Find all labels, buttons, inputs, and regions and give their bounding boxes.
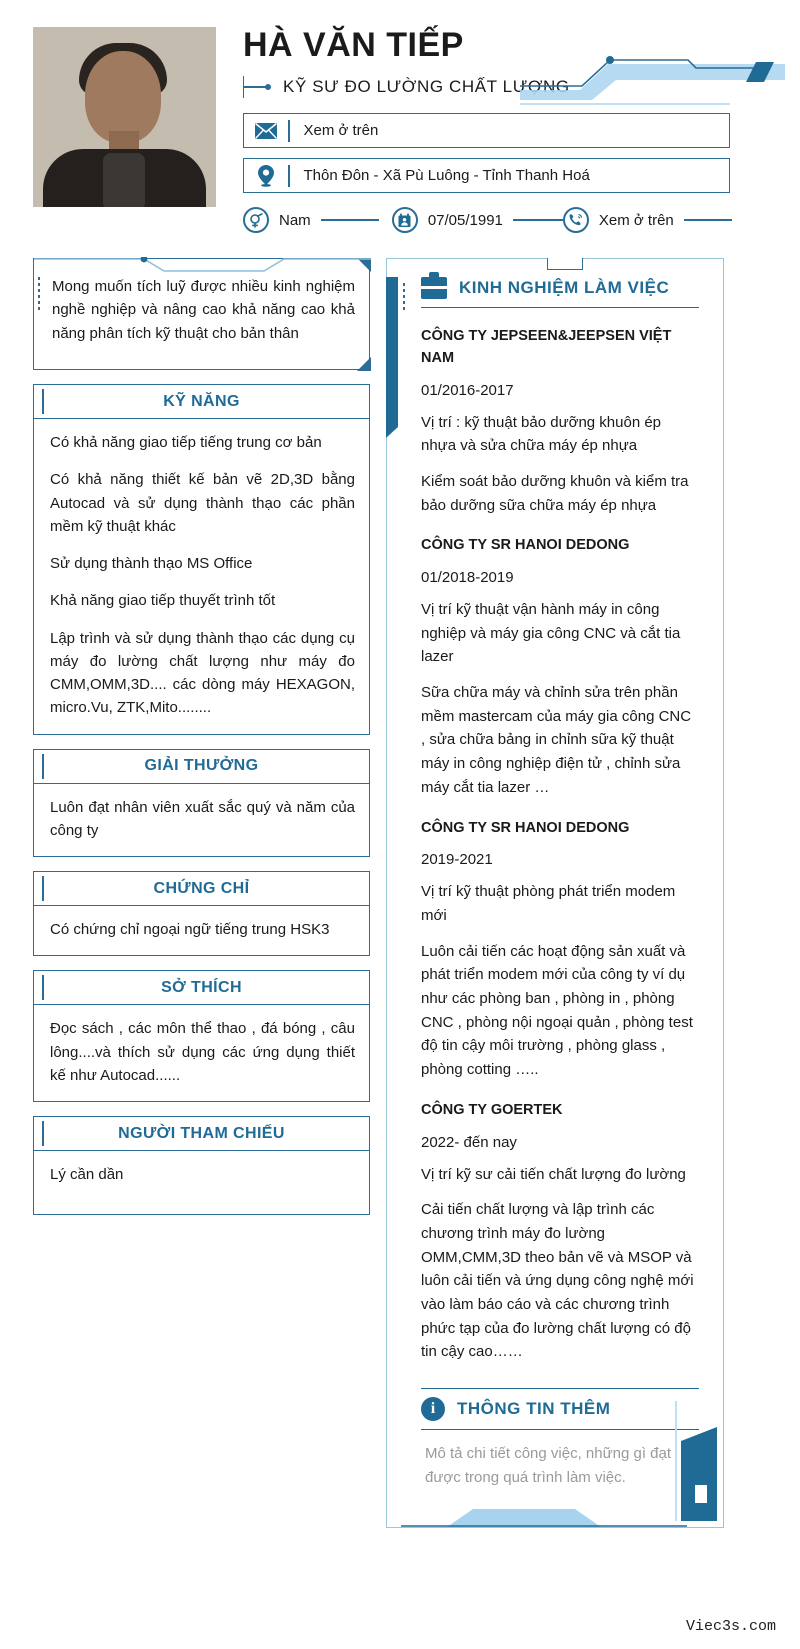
notch-decoration — [34, 257, 369, 271]
left-column — [33, 258, 370, 1215]
section-certificates — [33, 871, 370, 956]
section-hobbies-header — [34, 971, 369, 1005]
job-title: KỸ SƯ ĐO LƯỜNG CHẤT LƯỢNG — [283, 77, 570, 96]
list-item: Đọc sách , các môn thể thao , đá bóng , câu lông....và thích sử dụng các ứng dụng thiết kế như Autocad...... — [50, 1020, 355, 1084]
experience-item — [421, 1100, 699, 1364]
contact-email[interactable] — [243, 113, 730, 148]
avatar — [33, 27, 216, 207]
gender-icon — [243, 207, 269, 233]
list-item: Có chứng chỉ ngoại ngữ tiếng trung HSK3 — [50, 921, 330, 938]
contact-address[interactable] — [243, 158, 730, 193]
company-name: CÔNG TY GOERTEK — [421, 1101, 563, 1118]
list-item: Lý cần dần — [50, 1166, 124, 1183]
page-title: HÀ VĂN TIẾP — [243, 26, 464, 64]
additional-info-heading-row — [421, 1388, 699, 1430]
section-references — [33, 1116, 370, 1215]
section-additional-info — [421, 1388, 699, 1490]
section-references-body — [34, 1151, 369, 1214]
experience-frame — [386, 258, 724, 1528]
additional-info-heading: THÔNG TIN THÊM — [457, 1399, 611, 1418]
job-detail: Kiểm soát bảo dưỡng khuôn và kiểm tra bảo dưỡng sữa chữa máy ép nhựa — [421, 472, 689, 514]
contact-email-value: Xem ở trên — [303, 122, 379, 139]
job-detail: Vị trí kỹ thuật phòng phát triển modem mới — [421, 883, 676, 924]
section-awards-title: GIẢI THƯỞNG — [144, 757, 259, 774]
experience-heading-row — [421, 277, 699, 308]
section-certificates-title: CHỨNG CHỈ — [153, 879, 250, 897]
accent-bar-decoration — [386, 277, 398, 427]
job-period: 2022- đến nay — [421, 1133, 517, 1151]
field-birthdate-value: 07/05/1991 — [427, 211, 503, 229]
experience-heading: KINH NGHIỆM LÀM VIỆC — [459, 278, 670, 297]
job-period: 01/2018-2019 — [421, 569, 514, 586]
list-item: Khả năng giao tiếp thuyết trình tốt — [50, 592, 276, 610]
section-awards — [33, 749, 370, 858]
list-item: Có khả năng giao tiếp tiếng trung cơ bản — [50, 434, 322, 451]
section-skills-title: KỸ NĂNG — [163, 392, 240, 410]
field-birthdate-rule — [513, 219, 563, 221]
tab-notch-decoration — [547, 258, 583, 270]
section-hobbies-body — [34, 1005, 369, 1101]
experience-item — [421, 818, 699, 1082]
job-detail: Vị trí kỹ thuật vận hành máy in công nghiệp và máy gia công CNC và cắt tia lazer — [421, 601, 681, 666]
cv-header — [0, 0, 800, 248]
section-certificates-header — [34, 872, 369, 906]
corner-decoration-bottom-right — [357, 357, 371, 371]
career-objective-box — [33, 258, 370, 370]
section-hobbies-title: SỞ THÍCH — [161, 978, 242, 996]
job-period: 01/2016-2017 — [421, 381, 514, 399]
experience-item — [421, 535, 699, 799]
experience-item — [421, 326, 699, 517]
company-name: CÔNG TY SR HANOI DEDONG — [421, 819, 630, 836]
tick-dot-icon — [265, 84, 271, 90]
bottom-decoration — [387, 1497, 723, 1527]
mini-fields-row — [243, 203, 733, 237]
field-birthdate[interactable] — [392, 207, 563, 233]
field-phone-rule — [684, 219, 732, 221]
section-certificates-body — [34, 906, 369, 955]
section-skills-header — [34, 385, 369, 419]
envelope-icon — [244, 123, 288, 139]
section-references-header — [34, 1117, 369, 1151]
list-item: Sử dụng thành thạo MS Office — [50, 555, 253, 572]
additional-info-placeholder[interactable]: Mô tả chi tiết công việc, những gì đạt được trong quá trình làm việc. — [425, 1445, 672, 1486]
phone-icon — [563, 207, 589, 233]
section-skills-body — [34, 419, 369, 734]
company-name: CÔNG TY SR HANOI DEDONG — [421, 537, 630, 554]
map-pin-icon — [244, 165, 288, 187]
section-awards-body — [34, 784, 369, 857]
section-hobbies — [33, 970, 370, 1102]
job-detail: Vị trí : kỹ thuật bảo dưỡng khuôn ép nhựa và sửa chữa máy ép nhựa — [421, 413, 662, 455]
list-item: Có khả năng thiết kế bản vẽ 2D,3D bằng Autocad và sử dụng thành thạo các phần mềm kỹ thuật khác — [50, 471, 355, 535]
field-gender-rule — [321, 219, 379, 221]
list-item: Lập trình và sử dụng thành thạo các dụng cụ máy đo lường chất lượng như máy đo CMM,OMM,3D.... các dòng máy HEXAGON, micro.Vu, ZTK,Mito........ — [50, 629, 355, 717]
experience-content — [387, 259, 723, 1490]
footer-site: Viec3s.com — [685, 1618, 776, 1635]
company-name: CÔNG TY JEPSEEN&JEEPSEN VIỆT NAM — [421, 328, 672, 366]
briefcase-icon — [421, 277, 447, 299]
section-awards-header — [34, 750, 369, 784]
right-column — [386, 258, 724, 1528]
job-detail: Cải tiến chất lượng và lập trình các chương trình máy đo lường OMM,CMM,3D theo bản vẽ và MSOP và luôn cải tiến và ứng dụng công nghệ mới vào làm báo cáo và các chương trình phức tạp của đo lường chất lượng có độ tin cậy cao…… — [421, 1201, 694, 1361]
career-objective-text: Mong muốn tích luỹ được nhiều kinh nghiệm nghề nghiệp và nâng cao khả năng cao khả năng phân tích kỹ thuật cho bản thân — [52, 278, 355, 342]
contact-address-value: Thôn Đôn - Xã Pù Luông - Tỉnh Thanh Hoá — [303, 167, 590, 184]
field-phone-value: Xem ở trên — [598, 211, 674, 229]
field-gender-value: Nam — [279, 211, 311, 229]
job-detail: Sữa chữa máy và chỉnh sửa trên phần mềm mastercam của máy gia công CNC , sửa chữa bảng in chỉnh sữa kỹ thuật máy in công nghiệp điện tử , chỉnh sửa máy cắt tia lazer … — [421, 684, 692, 796]
job-detail: Vị trí kỹ sư cải tiến chất lượng đo lường — [421, 1165, 686, 1183]
info-icon: i — [421, 1397, 445, 1421]
job-period: 2019-2021 — [421, 851, 493, 869]
section-skills — [33, 384, 370, 735]
section-references-title: NGƯỜI THAM CHIẾU — [118, 1124, 285, 1142]
calendar-icon — [392, 207, 418, 233]
field-gender[interactable] — [243, 207, 392, 233]
header-ribbon-decoration — [520, 56, 785, 106]
tick-line — [244, 86, 266, 88]
list-item: Luôn đạt nhân viên xuất sắc quý và năm của công ty — [50, 798, 355, 839]
dotted-decoration — [38, 277, 40, 311]
dotted-decoration — [403, 283, 405, 311]
job-detail: Luôn cải tiến các hoạt động sản xuất và phát triển modem mới của công ty ví dụ như các phòng ban , phòng in , phòng CNC , phòng nội ngoại quản , phòng test độ tin cậy môi trường , phòng glass , phòng cotting ….. — [421, 942, 693, 1079]
field-phone[interactable] — [563, 207, 733, 233]
